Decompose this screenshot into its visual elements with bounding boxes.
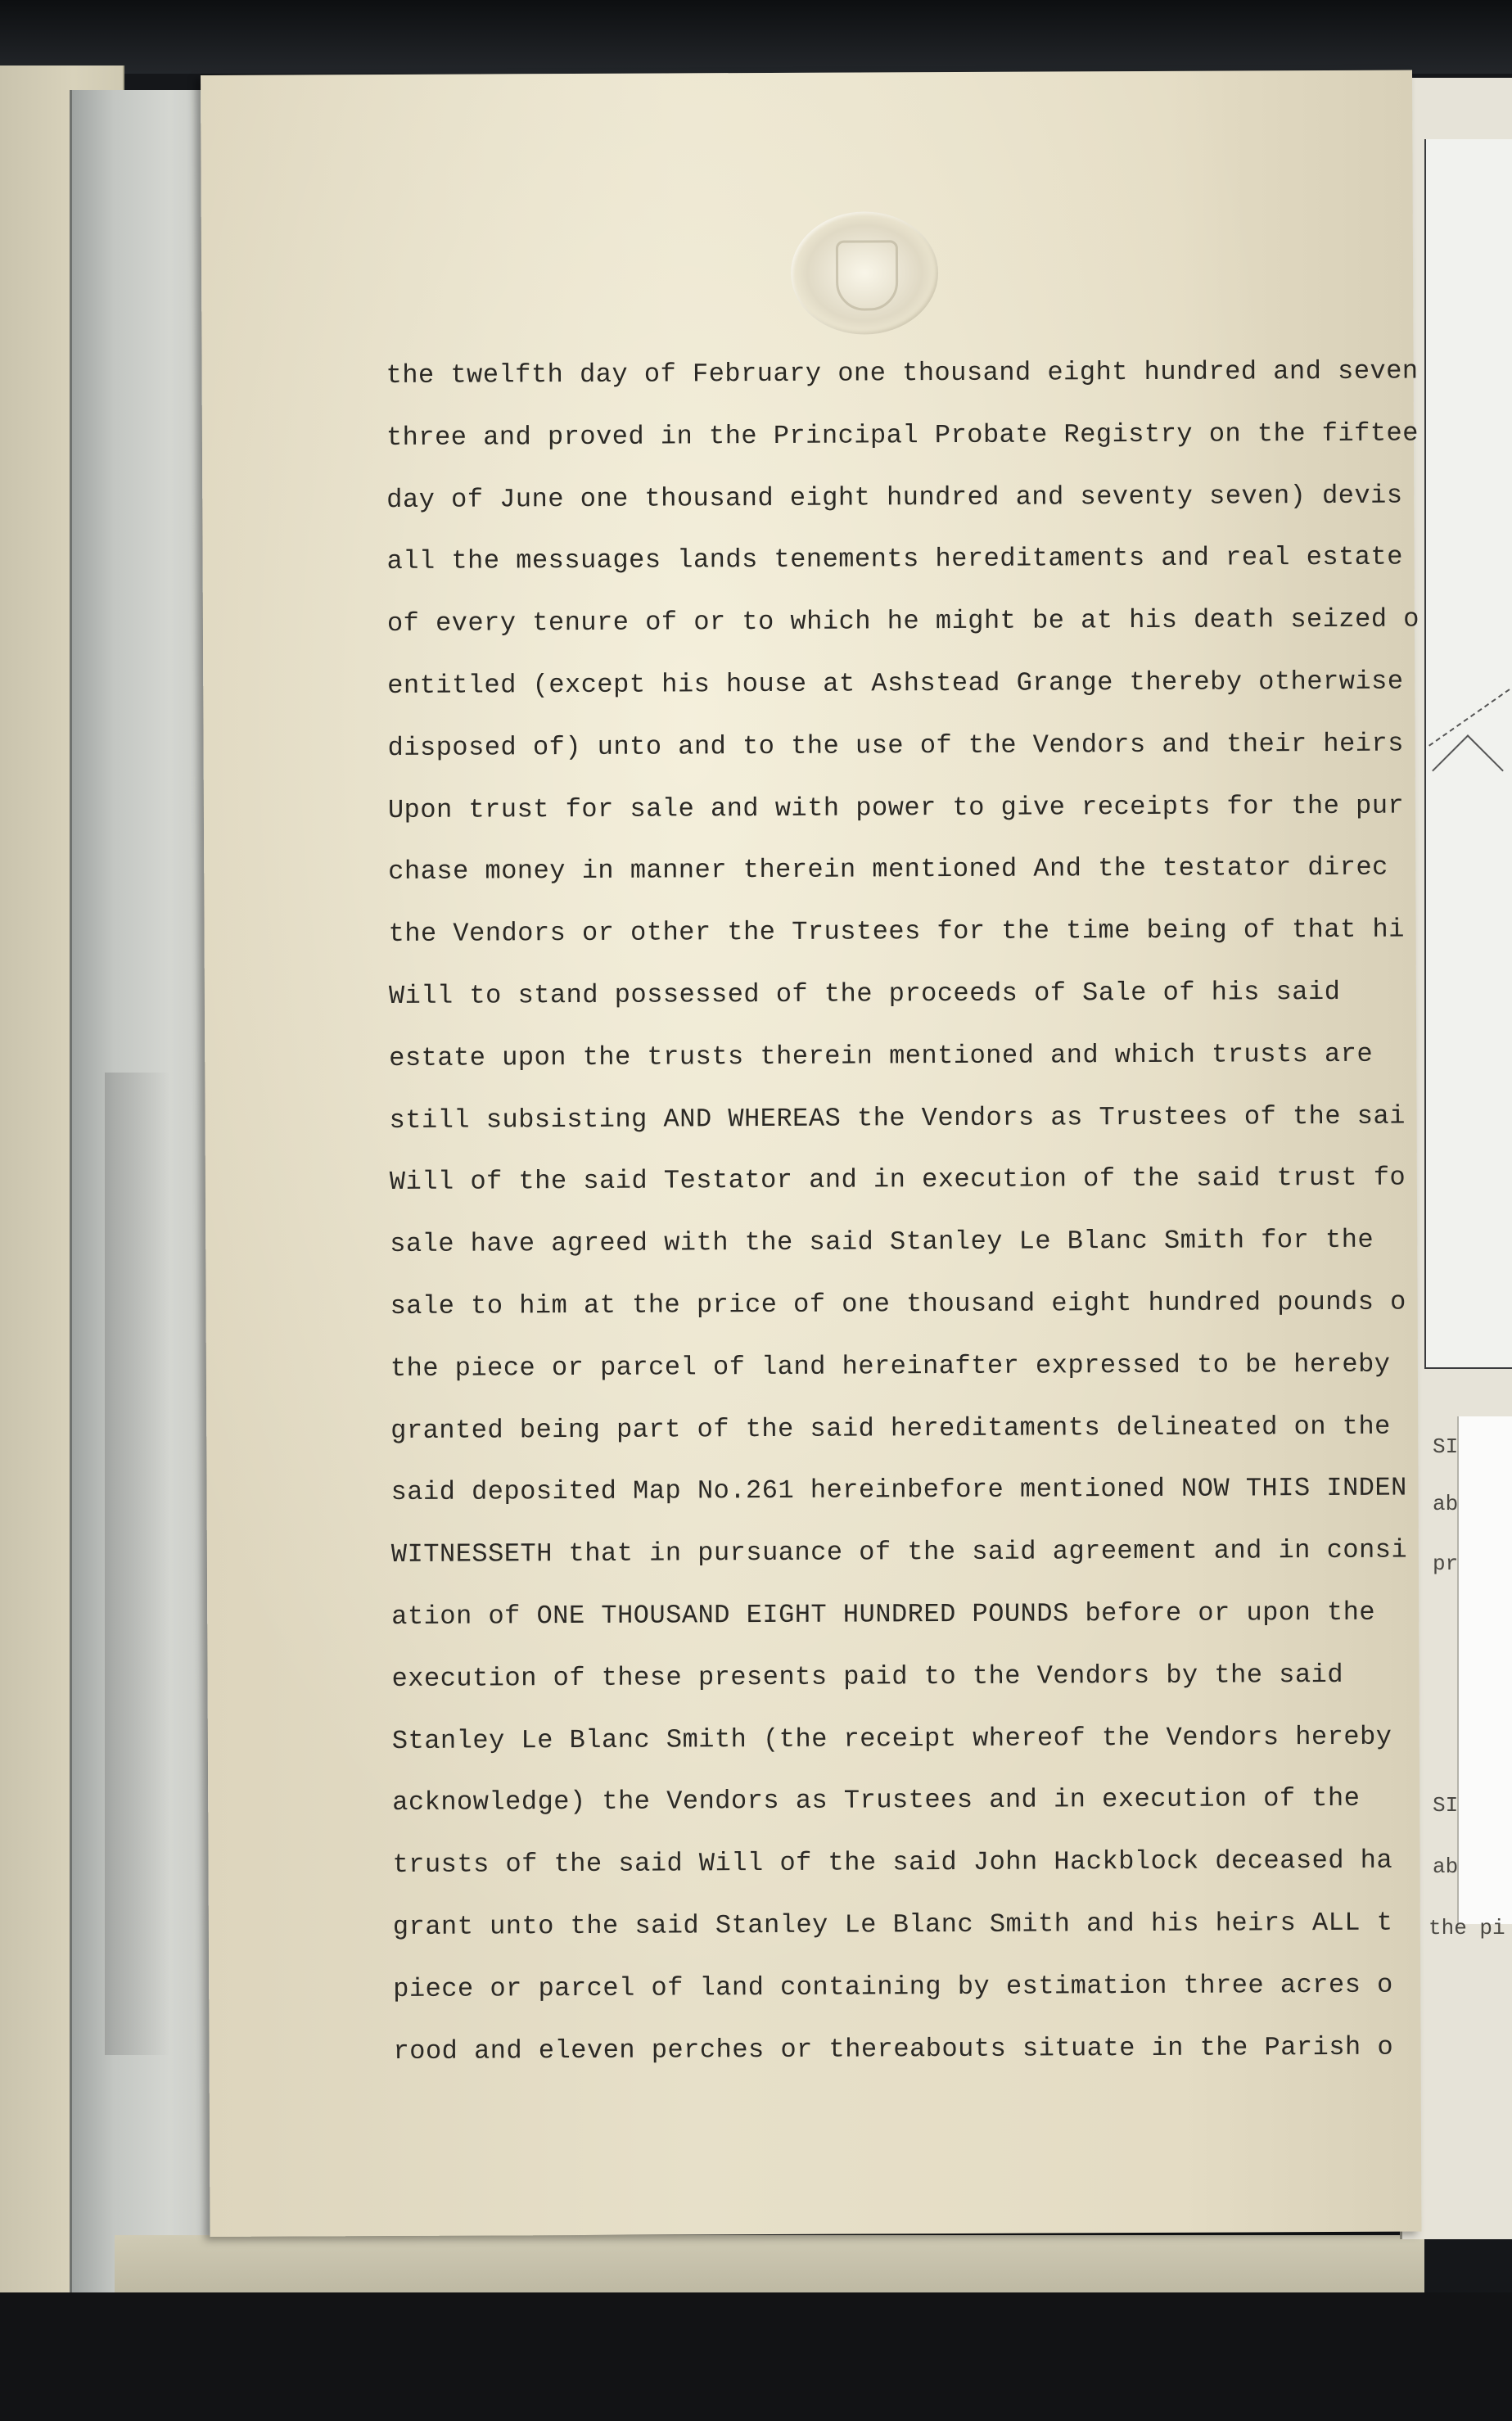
- text-line: disposed of) unto and to the use of the Vendors and their heirs: [387, 728, 1404, 763]
- text-line: piece or parcel of land containing by estimation three acres o: [393, 1969, 1393, 2004]
- adjacent-fragment: ab: [1433, 1492, 1459, 1516]
- text-line: WITNESSETH that in pursuance of the said agreement and in consi: [390, 1534, 1408, 1570]
- text-line: still subsisting AND WHEREAS the Vendors as Trustees of the sai: [389, 1100, 1406, 1136]
- text-line: acknowledge) the Vendors as Trustees and in execution of the: [392, 1783, 1361, 1818]
- text-line: Upon trust for sale and with power to give receipts for the pur: [387, 790, 1405, 825]
- text-line: Stanley Le Blanc Smith (the receipt whereof the Vendors hereby: [391, 1721, 1392, 1756]
- text-line: the twelfth day of February one thousand eight hundred and seven: [386, 355, 1419, 391]
- text-line: trusts of the said Will of the said John Hackblock deceased ha: [392, 1845, 1393, 1881]
- text-line: sale to him at the price of one thousand eight hundred pounds o: [390, 1286, 1406, 1321]
- text-line: all the messuages lands tenements hereditaments and real estate: [386, 541, 1403, 577]
- text-line: the piece or parcel of land hereinafter expressed to be hereby: [390, 1348, 1391, 1384]
- adjacent-fragment: SI: [1433, 1434, 1459, 1459]
- embossed-seal-icon: [791, 211, 939, 335]
- adjacent-fragment: pr: [1433, 1552, 1459, 1576]
- text-line: entitled (except his house at Ashstead Grange thereby otherwise: [387, 666, 1404, 701]
- document-page: [201, 70, 1422, 2237]
- adjacent-fragment: ab: [1433, 1854, 1459, 1879]
- text-line: of every tenure of or to which he might be at his death seized o: [386, 603, 1419, 639]
- text-line: chase money in manner therein mentioned And the testator direc: [388, 852, 1388, 888]
- text-line: Will to stand possessed of the proceeds of Sale of his said: [388, 976, 1341, 1011]
- text-line: rood and eleven perches or thereabouts situate in the Parish o: [393, 2031, 1394, 2066]
- text-line: estate upon the trusts therein mentioned and which trusts are: [389, 1038, 1374, 1073]
- adjacent-fragment: the pi: [1429, 1916, 1505, 1940]
- underlying-sheets: [70, 90, 211, 2301]
- text-line: granted being part of the said hereditaments delineated on the: [390, 1411, 1391, 1446]
- text-line: ation of ONE THOUSAND EIGHT HUNDRED POUNDS before or upon the: [391, 1597, 1376, 1632]
- adjacent-card: [1457, 1416, 1512, 1924]
- text-line: three and proved in the Principal Probate Registry on the fiftee: [386, 418, 1419, 453]
- text-line: sale have agreed with the said Stanley Le Blanc Smith for the: [390, 1224, 1374, 1260]
- text-line: the Vendors or other the Trustees for the time being of that hi: [388, 914, 1405, 950]
- binding-edge: [0, 0, 1512, 74]
- text-line: day of June one thousand eight hundred and seventy seven) devis: [386, 480, 1403, 515]
- adjacent-fragment: SI: [1433, 1793, 1459, 1818]
- text-line: execution of these presents paid to the Vendors by the said: [391, 1659, 1344, 1694]
- adjacent-map: [1424, 139, 1512, 1369]
- document-text: [386, 340, 1441, 2082]
- text-line: Will of the said Testator and in execution of the said trust fo: [389, 1162, 1406, 1198]
- text-line: grant unto the said Stanley Le Blanc Smith and his heirs ALL t: [392, 1907, 1393, 1942]
- bottom-edge: [0, 2292, 1512, 2421]
- text-line: said deposited Map No.261 hereinbefore mentioned NOW THIS INDEN: [390, 1472, 1407, 1508]
